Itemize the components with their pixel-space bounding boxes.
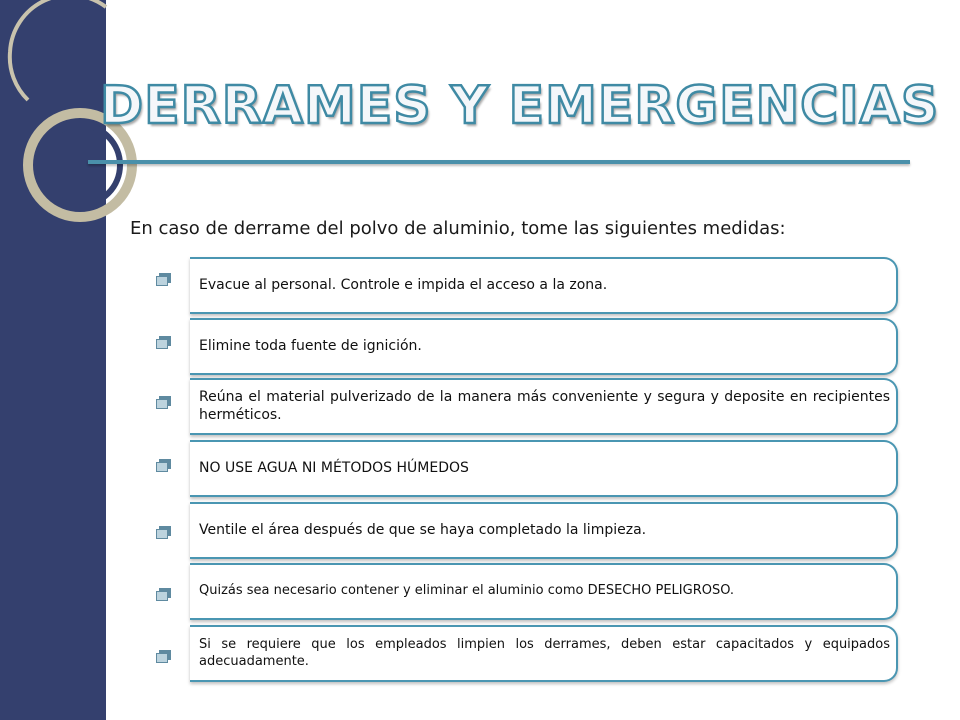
bullet-icon [156,273,172,286]
list-item [156,625,898,682]
item-box [190,563,898,620]
list-item [156,440,898,497]
bullet-icon [156,336,172,349]
item-text: Reúna el material pulverizado de la manera más conveniente y segura y deposite en recipientes herméticos. [199,389,890,423]
list-item [156,257,898,314]
sidebar-band [0,0,106,720]
item-text: Quizás sea necesario contener y eliminar el aluminio como DESECHO PELIGROSO. [199,583,735,599]
list-item [156,502,898,559]
item-box [190,502,898,559]
bullet-icon [156,526,172,539]
item-text: NO USE AGUA NI MÉTODOS HÚMEDOS [199,459,469,476]
item-box [190,318,898,375]
slide-title: DERRAMES Y EMERGENCIAS [100,76,940,136]
item-box [190,625,898,682]
list-item [156,563,898,620]
list-item [156,318,898,375]
list-item [156,378,898,435]
bullet-icon [156,650,172,663]
item-text: Si se requiere que los empleados limpien los derrames, deben estar capacitados y equipados adecuadamente. [199,637,890,669]
title-underline [88,160,910,164]
bullet-icon [156,396,172,409]
intro-text: En caso de derrame del polvo de aluminio, tome las siguientes medidas: [130,218,786,239]
item-box [190,440,898,497]
item-text: Ventile el área después de que se haya completado la limpieza. [199,521,647,538]
item-text: Elimine toda fuente de ignición. [199,337,422,354]
item-box [190,257,898,314]
bullet-icon [156,459,172,472]
item-text: Evacue al personal. Controle e impida el acceso a la zona. [199,276,608,293]
item-box [190,378,898,435]
bullet-icon [156,588,172,601]
